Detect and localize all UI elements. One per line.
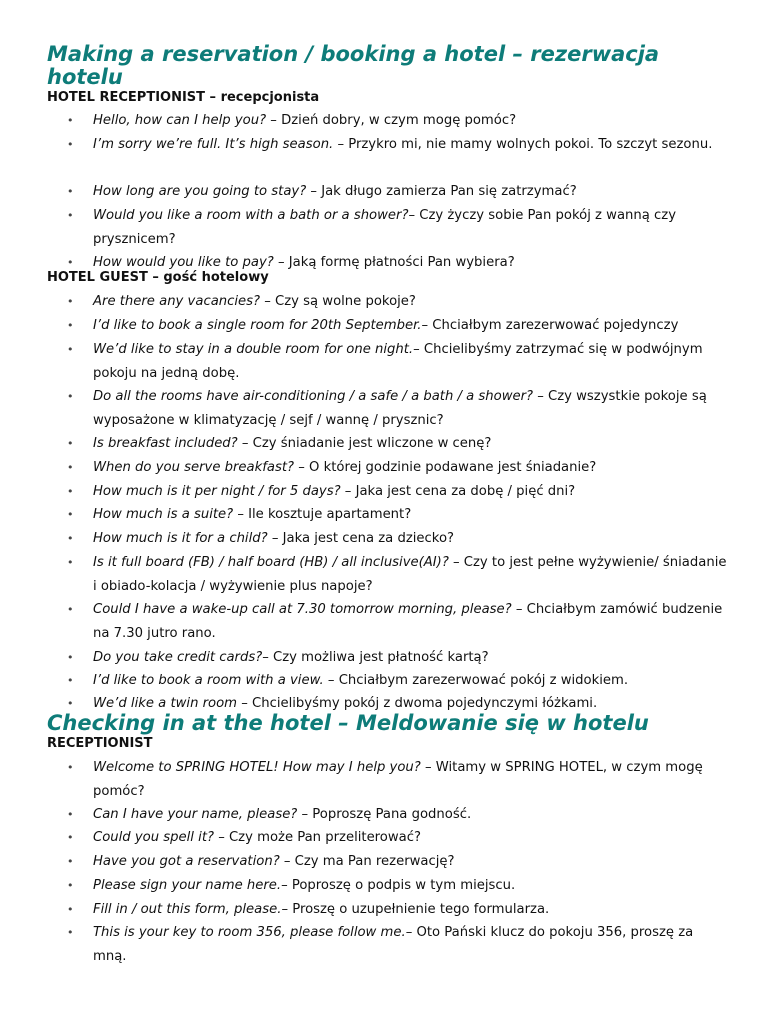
phrase-en: I’m sorry we’re full. It’s high season. [93,137,334,152]
phrase-pl: – Proszę o uzupełnienie tego formularza. [281,902,550,917]
phrase-pl: – Chcielibyśmy zatrzymać się w podwójnym pokoju na jedną dobę. [93,342,703,381]
phrase-en: Is breakfast included? [93,436,238,451]
phrase-pl: – Witamy w SPRING HOTEL, w czym mogę pomóc? [93,760,703,799]
list-item [93,874,728,898]
phrase-en: Could I have a wake-up call at 7.30 tomorrow morning, please? [93,602,512,617]
phrase-en: We’d like to stay in a double room for one night. [93,342,414,357]
phrase-en: Please sign your name here. [93,878,282,893]
phrase-pl: – Czy możliwa jest płatność kartą? [262,650,489,665]
phrase-en: Would you like a room with a bath or a shower? [93,208,409,223]
list-item [93,109,728,133]
list-item [93,598,728,646]
phrase-pl: – Czy śniadanie jest wliczone w cenę? [237,436,492,451]
phrase-pl: – Chciałbym zamówić budzenie na 7.30 jutro rano. [93,602,723,641]
phrase-en: I’d like to book a single room for 20th September. [93,318,422,333]
list-item [93,204,728,252]
phrase-en: How much is a suite? [93,507,234,522]
section-title-reservation: Making a reservation / booking a hotel – rezerwacja hotelu [47,42,660,89]
phrase-en: How much is it per night / for 5 days? [93,484,341,499]
phrase-pl: – Jaką formę płatności Pan wybiera? [273,255,515,270]
list-item [93,850,728,874]
list-item [93,756,728,804]
phrase-pl: – Dzień dobry, w czym mogę pomóc? [266,113,517,128]
phrase-en: How much is it for a child? [93,531,268,546]
list-item [93,385,728,433]
list-item [93,803,728,827]
phrase-pl: – Chciałbym zarezerwować pokój z widokiem. [323,673,629,688]
phrase-pl: – Oto Pański klucz do pokoju 356, proszę za mną. [93,925,694,964]
phrase-pl: – Czy są wolne pokoje? [260,294,416,309]
list-item [93,527,728,551]
phrase-en: Hello, how can I help you? [93,113,267,128]
list-item [93,826,728,850]
phrase-pl: – Poproszę o podpis w tym miejscu. [281,878,516,893]
phrase-pl: – Czy ma Pan rezerwację? [279,854,455,869]
phrase-en: Can I have your name, please? [93,807,298,822]
group-label-checkin-receptionist: RECEPTIONIST [47,736,153,751]
phrase-en: How long are you going to stay? [93,184,307,199]
list-item [93,646,728,670]
phrase-en: Do all the rooms have air-conditioning / a safe / a bath / a shower? [93,389,534,404]
phrase-en: When do you serve breakfast? [93,460,295,475]
phrase-en: Is it full board (FB) / half board (HB) / all inclusive(AI)? [93,555,449,570]
phrase-en: Could you spell it? [93,830,214,845]
list-item [93,921,728,969]
phrase-pl: – Chcielibyśmy pokój z dwoma pojedynczymi łóżkami. [237,696,598,711]
phrase-pl: – Poproszę Pana godność. [297,807,472,822]
section-title-checkin: Checking in at the hotel – Meldowanie się w hotelu [47,711,649,735]
group-label-guest: HOTEL GUEST – gość hotelowy [47,270,269,285]
phrase-pl: – Przykro mi, nie mamy wolnych pokoi. To szczyt sezonu. [333,137,713,152]
phrase-en: Do you take credit cards? [93,650,263,665]
list-item [93,503,728,527]
phrase-pl: – Czy to jest pełne wyżywienie/ śniadanie i obiado-kolacja / wyżywienie plus napoje? [93,555,727,594]
list-item [93,314,728,338]
phrase-pl: – Czy życzy sobie Pan pokój z wanną czy prysznicem? [93,208,677,247]
phrase-pl: – Czy może Pan przeliterować? [214,830,421,845]
group-label-receptionist: HOTEL RECEPTIONIST – recepcjonista [47,90,320,105]
phrase-pl: – Jaka jest cena za dobę / pięć dni? [340,484,576,499]
phrase-en: Are there any vacancies? [93,294,261,309]
phrase-en: This is your key to room 356, please follow me. [93,925,406,940]
phrase-pl: – Jak długo zamierza Pan się zatrzymać? [306,184,577,199]
list-item [93,551,728,599]
phrase-pl: – O której godzinie podawane jest śniadanie? [294,460,597,475]
list-item [93,480,728,504]
list-item [93,180,728,204]
phrase-en: Welcome to SPRING HOTEL! How may I help you? [93,760,421,775]
phrase-en: How would you like to pay? [93,255,274,270]
phrase-en: We’d like a twin room [93,696,238,711]
list-item [93,456,728,480]
phrase-pl: – Jaka jest cena za dziecko? [267,531,455,546]
phrase-pl: – Ile kosztuje apartament? [233,507,412,522]
list-item [93,669,728,693]
list-item [93,290,728,314]
phrase-en: I’d like to book a room with a view. [93,673,324,688]
phrase-en: Have you got a reservation? [93,854,280,869]
phrase-en: Fill in / out this form, please. [93,902,282,917]
phrase-pl: – Chciałbym zarezerwować pojedynczy [421,318,679,333]
phrase-pl: – Czy wszystkie pokoje są wyposażone w klimatyzację / sejf / wannę / prysznic? [93,389,707,428]
list-item [93,432,728,456]
list-item [93,898,728,922]
list-item [93,338,728,386]
list-item [93,133,728,157]
